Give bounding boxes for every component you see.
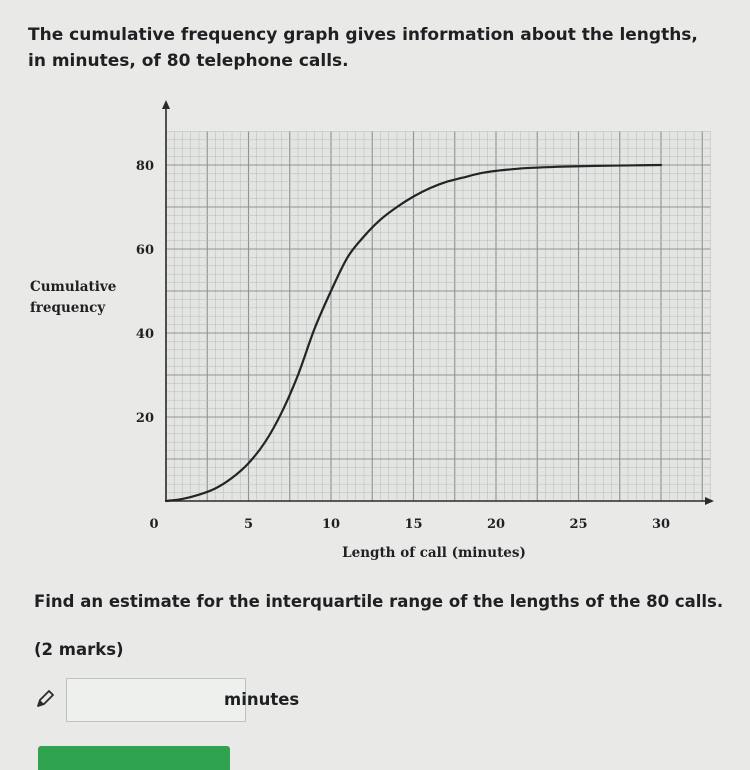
cumulative-frequency-chart [0, 95, 750, 575]
y-tick-label: 60 [135, 243, 154, 258]
answer-input[interactable] [66, 678, 246, 722]
question-prompt: Find an estimate for the interquartile range of the lengths of the 80 calls. [34, 592, 724, 611]
x-tick-label: 0 [149, 517, 159, 532]
x-tick-label: 25 [569, 517, 588, 532]
x-tick-label: 10 [321, 517, 341, 532]
submit-button[interactable] [38, 746, 230, 770]
question-intro: The cumulative frequency graph gives information about the lengths, in minutes, of 80 telephone calls. [28, 25, 698, 71]
answer-row [34, 676, 434, 726]
pencil-icon [34, 688, 56, 710]
x-tick-label: 15 [404, 517, 423, 532]
chart-grid [166, 131, 711, 501]
x-tick-label: 5 [243, 517, 254, 532]
x-tick-label: 20 [486, 517, 506, 532]
y-tick-label: 40 [135, 327, 154, 342]
y-axis-arrow [162, 100, 170, 109]
x-axis-label: Length of call (minutes) [342, 545, 526, 561]
y-axis-label: Cumulative frequency [30, 279, 117, 316]
x-tick-label: 30 [651, 517, 671, 532]
marks-label: (2 marks) [34, 640, 124, 659]
y-tick-label: 20 [135, 411, 154, 426]
y-tick-label: 80 [135, 159, 154, 174]
chart-svg [0, 95, 750, 575]
answer-unit: minutes [224, 690, 300, 709]
